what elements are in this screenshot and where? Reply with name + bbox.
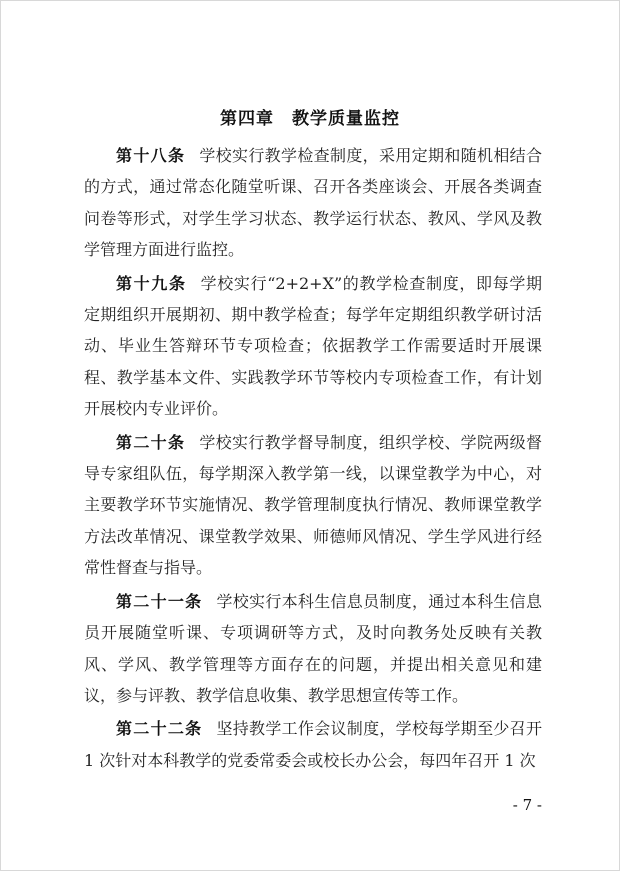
article-22	[84, 713, 542, 776]
body-text	[84, 140, 542, 778]
article-text: 学校实行本科生信息员制度，通过本科生信息员开展随堂听课、专项调研等方式，及时向教务处反映有关教风、学风、教学管理等方面存在的问题，并提出相关意见和建议，参与评教、教学信息收集、教学思想宣传等工作。	[84, 591, 542, 705]
article-label: 第二十二条	[116, 719, 203, 739]
article-text: 学校实行“2+2+X”的教学检查制度，即每学期定期组织开展期初、期中教学检查；每学年定期组织教学研讨活动、毕业生答辩环节专项检查；依据教学工作需要适时开展课程、教学基本文件、实践教学环节等校内专项检查工作，有计划开展校内专业评价。	[84, 273, 542, 419]
article-label: 第十九条	[116, 273, 187, 293]
article-label: 第二十条	[116, 432, 186, 452]
page-number: - 7 -	[512, 796, 542, 814]
article-18	[84, 140, 542, 266]
article-text: 学校实行教学督导制度，组织学校、学院两级督导专家组队伍，每学期深入教学第一线，以课堂教学为中心，对主要教学环节实施情况、教学管理制度执行情况、教师课堂教学方法改革情况、课堂教学效果、师德师风情况、学生学风进行经常性督查与指导。	[84, 432, 542, 578]
article-label: 第十八条	[116, 146, 186, 165]
chapter-title: 第四章 教学质量监控	[220, 109, 400, 129]
article-19	[84, 268, 542, 425]
article-text: 坚持教学工作会议制度，学校每学期至少召开 1 次针对本科教学的党委常委会或校长办公会，每四年召开 1 次	[84, 719, 542, 770]
article-21	[84, 586, 542, 712]
article-label: 第二十一条	[116, 591, 203, 611]
article-20	[84, 427, 542, 584]
article-text: 学校实行教学检查制度，采用定期和随机相结合的方式，通过常态化随堂听课、召开各类座谈会、开展各类调查问卷等形式，对学生学习状态、教学运行状态、教风、学风及教学管理方面进行监控。	[84, 146, 542, 260]
